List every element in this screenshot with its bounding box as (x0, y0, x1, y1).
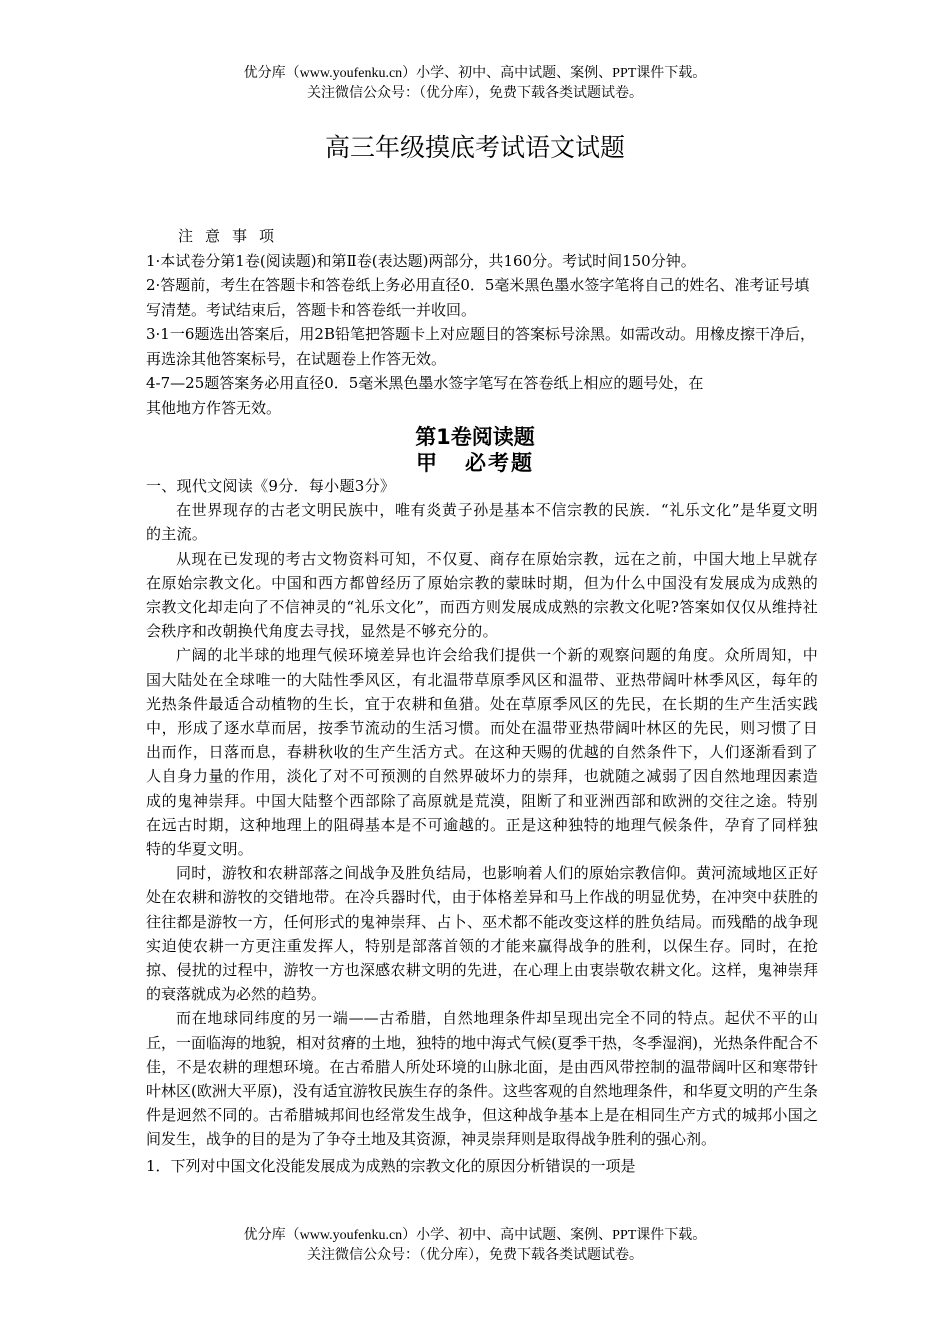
header-line-2: 关注微信公众号：（优分库），免费下载各类试题试卷。 (307, 86, 643, 101)
paragraph-2: 从现在已发现的考古文物资料可知，不仅夏、商存在原始宗教，远在之前，中国大地上早就存在原始宗教文化。中国和西方都曾经历了原始宗教的蒙昧时期，但为什么中国没有发展成为成熟的宗教文化却走向了不信神灵的“礼乐文化”，而西方则发展成成熟的宗教文化呢?答案如仅仅从维持社会秩序和改朝换代角度去寻找，显然是不够充分的。 (146, 549, 818, 641)
section-heading: 一、现代文阅读《9分．每小题3分》 (146, 477, 396, 495)
header-line-1: 优分库（www.youfenku.cn）小学、初中、高中试题、案例、PPT课件下载。 (243, 66, 707, 81)
paragraph-3: 广阔的北半球的地理气候环境差异也许会给我们提供一个新的观察问题的角度。众所周知，中国大陆处在全球唯一的大陆性季风区，有北温带草原季风区和温带、亚热带阔叶林季风区，每年的光热条件最适合动植物的生长，宜于农耕和鱼猎。处在草原季风区的先民，在长期的生产生活实践中，形成了逐水草而居，按季节流动的生活习惯。而处在温带亚热带阔叶林区的先民，则习惯了日出而作，日落而息，春耕秋收的生产生活方式。在这种天赐的优越的自然条件下，人们逐渐看到了人自身力量的作用，淡化了对不可预测的自然界破坏力的崇拜，也就随之减弱了因自然地理因素造成的鬼神崇拜。中国大陆整个西部除了高原就是荒漠，阻断了和亚洲西部和欧洲的交往之途。特别在远古时期，这种地理上的阻碍基本是不可逾越的。正是这种独特的地理气候条件，孕育了同样独特的华夏文明。 (146, 646, 818, 859)
sub-title-part-1: 甲 (416, 451, 439, 475)
volume-title: 第1卷阅读题 (415, 425, 535, 449)
question-1: 1．下列对中国文化没能发展成为成熟的宗教文化的原因分析错误的一项是 (146, 1156, 636, 1175)
paragraph-5: 而在地球同纬度的另一端——古希腊，自然地理条件却呈现出完全不同的特点。起伏不平的山丘，一面临海的地貌，相对贫瘠的土地，独特的地中海式气候(夏季干热，冬季湿润)，光热条件配合不佳，不是农耕的理想环境。在古希腊人所处环境的山脉北面，是由西风带控制的温带阔叶区和寒带针叶林区(欧洲大平原)，没有适宜游牧民族生存的条件。这些客观的自然地理条件，和华夏文明的产生条件是迥然不同的。古希腊城邦间也经常发生战争，但这种战争基本上是在相同生产方式的城邦小国之间发生，战争的目的是为了争夺土地及其资源，神灵崇拜则是取得战争胜利的强心剂。 (146, 1009, 818, 1149)
page-header (0, 64, 950, 104)
notice-item-4: 4-7—25题答案务必用直径0．5毫米黑色墨水签字笔写在答卷纸上相应的题号处，在 (146, 374, 704, 392)
notice-block (146, 224, 816, 420)
paragraph-1: 在世界现存的古老文明民族中，唯有炎黄子孙是基本不信宗教的民族．“礼乐文化”是华夏文明的主流。 (146, 501, 818, 544)
sub-title (0, 450, 950, 476)
exam-title: 高三年级摸底考试语文试题 (324, 135, 625, 162)
notice-item-5: 其他地方作答无效。 (146, 398, 282, 417)
notice-heading: 注意事项 (178, 227, 287, 245)
notice-item-2: 2·答题前，考生在答题卡和答卷纸上务必用直径0．5毫米黑色墨水签字笔将自己的姓名、准考证号填写清楚。考试结束后，答题卡和答卷纸一并收回。 (146, 276, 810, 319)
sub-title-part-2: 必考题 (465, 451, 534, 475)
reading-section (146, 474, 818, 1178)
notice-item-1: 1·本试卷分第1卷(阅读题)和第Ⅱ卷(表达题)两部分，共160分。考试时间150分钟。 (146, 251, 696, 270)
footer-line-2: 关注微信公众号：（优分库），免费下载各类试题试卷。 (307, 1248, 643, 1263)
notice-item-3: 3·1一6题选出答案后，用2B铅笔把答题卡上对应题目的答案标号涂黑。如需改动。用橡皮擦干净后，再选涂其他答案标号，在试题卷上作答无效。 (146, 325, 815, 368)
paragraph-4: 同时，游牧和农耕部落之间战争及胜负结局，也影响着人们的原始宗教信仰。黄河流域地区正好处在农耕和游牧的交错地带。在冷兵器时代，由于体格差异和马上作战的明显优势，在冲突中获胜的往往都是游牧一方，任何形式的鬼神崇拜、占卜、巫术都不能改变这样的胜负结局。而残酷的战争现实迫使农耕一方更注重发挥人，特别是部落首领的才能来赢得战争的胜利，以保生存。同时，在抢掠、侵扰的过程中，游牧一方也深感农耕文明的先进，在心理上由衷崇敬农耕文化。这样，鬼神崇拜的衰落就成为必然的趋势。 (146, 864, 818, 1004)
page-footer (0, 1226, 950, 1266)
footer-line-1: 优分库（www.youfenku.cn）小学、初中、高中试题、案例、PPT课件下载。 (243, 1228, 707, 1243)
